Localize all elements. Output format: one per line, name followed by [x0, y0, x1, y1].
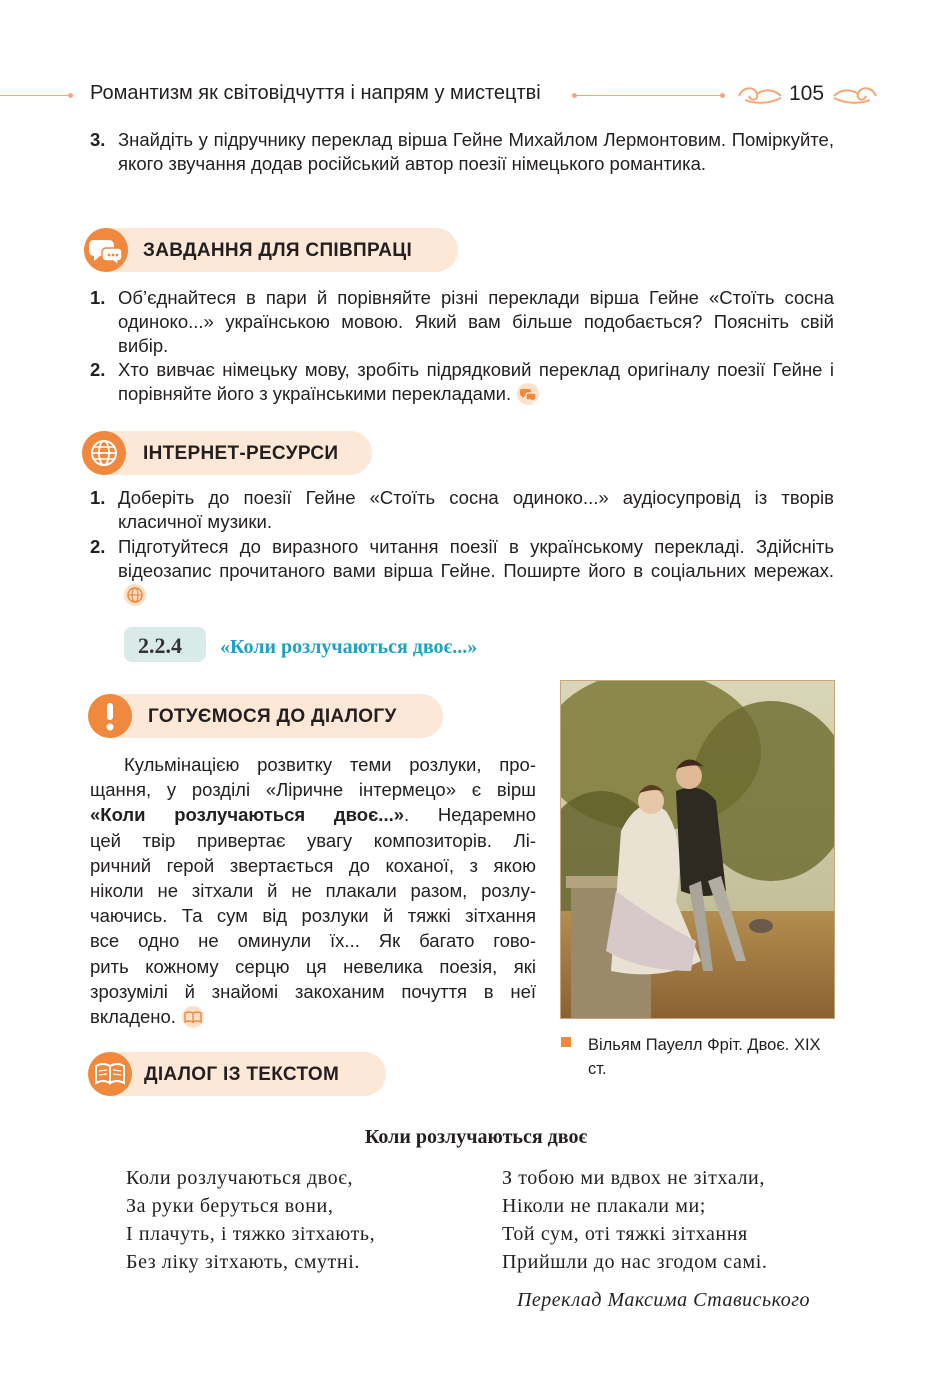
poem-title-inline: «Коли розлучаються двоє...» [90, 804, 405, 826]
cooperation-item-1 [90, 286, 834, 358]
poem-line: За руки беруться вони, [126, 1195, 334, 1217]
internet-item-2 [90, 535, 834, 607]
para-line-rest: . Недаремно [404, 804, 536, 826]
subsection-number: 2.2.4 [138, 633, 182, 658]
item-text: Хто вивчає німецьку мову, зробіть підрядковий переклад оригіналу поезії Гейне і порівняйте його з українськими перекладами. [118, 359, 834, 404]
globe-icon [82, 431, 126, 475]
para-line: ричний герой звертається до коханої, з якою [90, 854, 536, 876]
header-dot-mid2 [720, 93, 725, 98]
item-number: 3. [90, 129, 106, 150]
poem-line: І плачуть, і тяжко зітхають, [126, 1223, 376, 1245]
item-number: 2. [90, 536, 106, 557]
para-line: зрозумілі й знайомі закоханим почуття в неї [90, 980, 536, 1002]
exclamation-icon [88, 694, 132, 738]
caption-marker [561, 1037, 571, 1047]
para-line: чаючись. Та сум від розлуки й тяжкі зітхання [90, 905, 536, 927]
para-line-with-title [90, 802, 536, 827]
item-text: Знайдіть у підручнику переклад вірша Гейне Михайлом Лермонтовим. Поміркуйте, якого звучання додав російський автор поезії німецького романтика. [118, 129, 834, 174]
translator-credit: Переклад Максима Стависького [516, 1289, 810, 1311]
poem-title: Коли розлучаються двоє [364, 1126, 588, 1148]
chat-bubbles-small-icon [517, 383, 539, 405]
item-number: 1. [90, 287, 106, 308]
cooperation-item-2 [90, 358, 834, 406]
item-text-wrap [118, 358, 834, 406]
painting-caption: Вільям Пауелл Фріт. Двоє. XIX ст. [588, 1036, 821, 1078]
poem-line: Прийшли до нас згодом самі. [502, 1251, 768, 1273]
poem-stanza-2 [502, 1164, 767, 1276]
open-book-icon [88, 1052, 132, 1096]
header-rule-left [0, 95, 70, 96]
book-small-icon [182, 1006, 204, 1028]
poem-line: Той сум, оті тяжкі зітхання [502, 1223, 748, 1245]
poem-line: З тобою ми вдвох не зітхали, [502, 1167, 765, 1189]
cooperation-heading: ЗАВДАННЯ ДЛЯ СПІВПРАЦІ [143, 240, 413, 261]
poem-stanza-1 [126, 1164, 375, 1276]
subsection-title: «Коли розлучаються двоє...» [220, 636, 478, 658]
internet-item-1 [90, 486, 834, 534]
header-rule-mid [575, 95, 723, 96]
ornament-swirl-right-icon [832, 84, 880, 106]
para-line: Кульмінацією розвитку теми розлуки, про- [124, 754, 536, 775]
poem-line: Без ліку зітхають, смутні. [126, 1251, 360, 1273]
item-text: Доберіть до поезії Гейне «Стоїть сосна одиноко...» аудіосупровід із творів класичної музики. [118, 487, 834, 532]
item-text-wrap [118, 535, 834, 607]
chat-bubbles-icon [84, 228, 128, 272]
item-number: 2. [90, 359, 106, 380]
painting-image [560, 680, 835, 1019]
para-line: цей твір привертає увагу композиторів. Лі- [90, 829, 536, 851]
dialog-prep-heading: ГОТУЄМОСЯ ДО ДІАЛОГУ [148, 706, 397, 727]
para-line-last [90, 1004, 536, 1029]
task-item-3 [90, 128, 834, 176]
poem-line: Ніколи не плакали ми; [502, 1195, 706, 1217]
para-line: все одно не оминули їх... Як багато гово- [90, 930, 536, 952]
dialog-text-heading: ДІАЛОГ ІЗ ТЕКСТОМ [144, 1064, 340, 1085]
item-text: Об’єднайтеся в пари й порівняйте різні переклади вірша Гейне «Стоїть сосна одиноко...» українською мовою. Який вам більше подобається? Поясніть свій вибір. [118, 287, 834, 356]
poem-line: Коли розлучаються двоє, [126, 1167, 354, 1189]
running-title: Романтизм як світовідчуття і напрям у мистецтві [90, 82, 541, 104]
globe-small-icon [124, 584, 146, 606]
dialog-prep-paragraph [90, 752, 536, 1029]
para-line: рить кожному серцю ця невелика поезія, які [90, 955, 536, 977]
ornament-swirl-left-icon [735, 84, 783, 106]
item-text: Підготуйтеся до виразного читання поезії в українському перекладі. Здійсніть відеозапис прочитаного вами вірша Гейне. Поширте його в соціальних мережах. [118, 536, 834, 581]
para-line: ніколи не зітхали й не плакали разом, розлу- [90, 879, 536, 901]
para-line: щання, у розділі «Ліричне інтермецо» є вірш [90, 779, 536, 801]
item-number: 1. [90, 487, 106, 508]
header-dot-left [68, 93, 73, 98]
internet-heading: ІНТЕРНЕТ-РЕСУРСИ [143, 443, 339, 464]
para-line: вкладено. [90, 1005, 176, 1027]
page-number: 105 [789, 82, 825, 105]
